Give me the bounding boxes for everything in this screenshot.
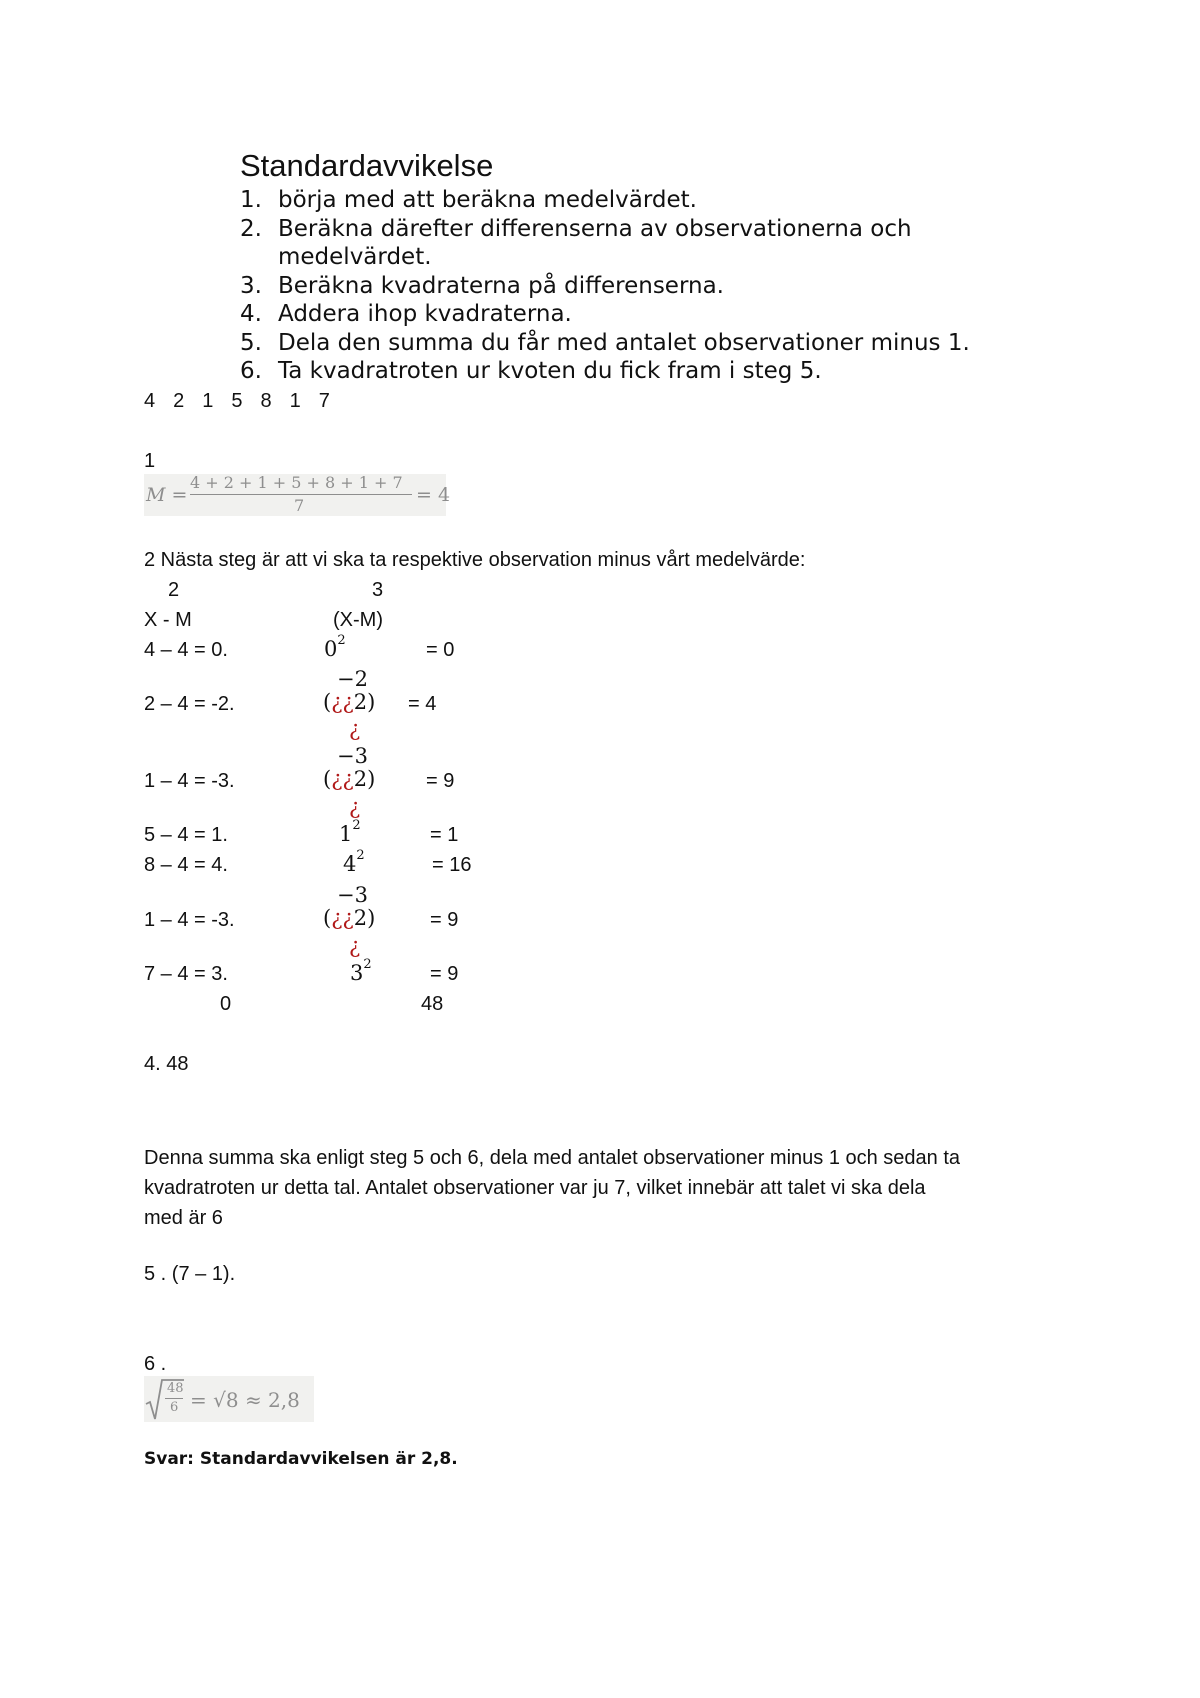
step-text: Dela den summa du får med antalet observationer minus 1. xyxy=(278,329,970,356)
diff-row-3: 1 – 4 = -3. xyxy=(144,770,235,792)
column-number-right: 3 xyxy=(372,579,384,601)
result-row-1: = 0 xyxy=(426,639,455,661)
sqrt-denominator: 6 xyxy=(170,1400,179,1415)
inverted-question-marks: ¿¿ xyxy=(331,906,354,930)
diff-row-4: 5 – 4 = 1. xyxy=(144,824,228,846)
mean-formula xyxy=(144,473,451,516)
sqrt-formula xyxy=(144,1376,314,1422)
step-item-6 xyxy=(240,357,970,386)
step-text-line: medelvärdet. xyxy=(278,244,432,270)
step-text: Beräkna kvadraterna på differenserna. xyxy=(278,272,724,299)
observation-value: 1 xyxy=(289,390,301,412)
square-base: 1 xyxy=(339,822,353,846)
steps-list xyxy=(240,186,970,386)
neg-row-6: −3 xyxy=(337,883,368,907)
paren-row-3: (¿¿2) xyxy=(323,767,376,791)
step-number: 1. xyxy=(240,187,262,213)
step-number: 4. xyxy=(240,301,262,327)
step-number: 2. xyxy=(240,215,262,242)
result-row-6: = 9 xyxy=(430,909,459,931)
paragraph-line: kvadratroten ur detta tal. Antalet observationer var ju 7, vilket innebär att talet vi ska dela xyxy=(144,1177,926,1199)
square-exponent: 2 xyxy=(363,957,372,972)
step6-label: 6 . xyxy=(144,1353,167,1375)
step-item-1 xyxy=(240,186,970,215)
step-text-line: Beräkna därefter differenserna av observationerna och xyxy=(278,215,912,242)
square-exponent: 2 xyxy=(337,633,346,648)
step-text: Ta kvadratroten ur kvoten du fick fram i steg 5. xyxy=(278,358,822,384)
step2-intro: 2 Nästa steg är att vi ska ta respektive observation minus vårt medelvärde: xyxy=(144,549,806,571)
observation-value: 5 xyxy=(231,390,243,412)
diff-row-1: 4 – 4 = 0. xyxy=(144,639,228,661)
sum-differences: 0 xyxy=(220,993,232,1015)
sum-squares: 48 xyxy=(421,993,444,1015)
paragraph-line: med är 6 xyxy=(144,1207,223,1229)
neg-row-2: −2 xyxy=(337,667,368,691)
diff-row-6: 1 – 4 = -3. xyxy=(144,909,235,931)
header-x-m-squared: (X-M) xyxy=(333,609,383,631)
formula-rhs: = 4 xyxy=(416,484,451,506)
diff-row-7: 7 – 4 = 3. xyxy=(144,963,228,985)
square-row-7 xyxy=(350,957,372,985)
diff-row-2: 2 – 4 = -2. xyxy=(144,693,235,715)
step5-expression: 5 . (7 – 1). xyxy=(144,1263,236,1285)
result-row-5: = 16 xyxy=(432,854,472,876)
result-row-4: = 1 xyxy=(430,824,459,846)
sqrt-result: = √8 ≈ 2,8 xyxy=(190,1388,300,1412)
step-text: Addera ihop kvadraterna. xyxy=(278,301,572,327)
question-mark-row-3: ¿ xyxy=(349,795,361,819)
observation-value: 4 xyxy=(144,390,156,412)
square-base: 0 xyxy=(324,637,338,661)
formula-numerator: 4 + 2 + 1 + 5 + 8 + 1 + 7 xyxy=(190,473,403,492)
question-mark-row-6: ¿ xyxy=(349,934,361,958)
square-row-4 xyxy=(339,818,361,846)
neg-row-3: −3 xyxy=(337,744,368,768)
step-item-2 xyxy=(240,215,970,272)
header-x-minus-m: X - M xyxy=(144,609,192,631)
step1-label: 1 xyxy=(144,450,156,472)
column-number-left: 2 xyxy=(168,579,180,601)
step4-result: 4. 48 xyxy=(144,1053,189,1075)
result-row-3: = 9 xyxy=(426,770,455,792)
step-number: 3. xyxy=(240,272,262,299)
fraction-bar xyxy=(190,494,412,495)
explanation-paragraph xyxy=(144,1143,960,1233)
square-base: 4 xyxy=(343,852,357,876)
square-exponent: 2 xyxy=(356,848,365,863)
final-answer: Svar: Standardavvikelsen är 2,8. xyxy=(144,1449,458,1469)
observation-value: 1 xyxy=(202,390,214,412)
step-item-5 xyxy=(240,329,970,358)
square-exponent: 2 xyxy=(352,818,361,833)
result-row-7: = 9 xyxy=(430,963,459,985)
paren-row-6: (¿¿2) xyxy=(323,906,376,930)
observations xyxy=(144,390,348,413)
square-base: 3 xyxy=(350,961,364,985)
step-number: 6. xyxy=(240,358,262,384)
sqrt-numerator: 48 xyxy=(167,1381,184,1396)
document-title: Standardavvikelse xyxy=(240,148,494,183)
step-text: börja med att beräkna medelvärdet. xyxy=(278,187,697,213)
square-row-1 xyxy=(324,633,346,661)
observation-value: 2 xyxy=(173,390,185,412)
formula-denominator: 7 xyxy=(294,496,305,515)
paragraph-line: Denna summa ska enligt steg 5 och 6, dela med antalet observationer minus 1 och sedan ta xyxy=(144,1147,961,1169)
inverted-question-marks: ¿¿ xyxy=(331,690,354,714)
observation-value: 7 xyxy=(318,390,330,412)
result-row-2: = 4 xyxy=(408,693,437,715)
question-mark-row-2: ¿ xyxy=(349,717,361,741)
inverted-question-marks: ¿¿ xyxy=(331,767,354,791)
square-row-5 xyxy=(343,848,365,876)
step-number: 5. xyxy=(240,329,262,356)
formula-lhs: M = xyxy=(146,484,188,506)
sqrt-fraction-bar xyxy=(165,1398,183,1399)
diff-row-5: 8 – 4 = 4. xyxy=(144,854,228,876)
paren-row-2: (¿¿2) xyxy=(323,690,376,714)
step-item-4 xyxy=(240,300,970,329)
observation-value: 8 xyxy=(260,390,272,412)
step-item-3 xyxy=(240,272,970,301)
step-text xyxy=(278,215,912,272)
